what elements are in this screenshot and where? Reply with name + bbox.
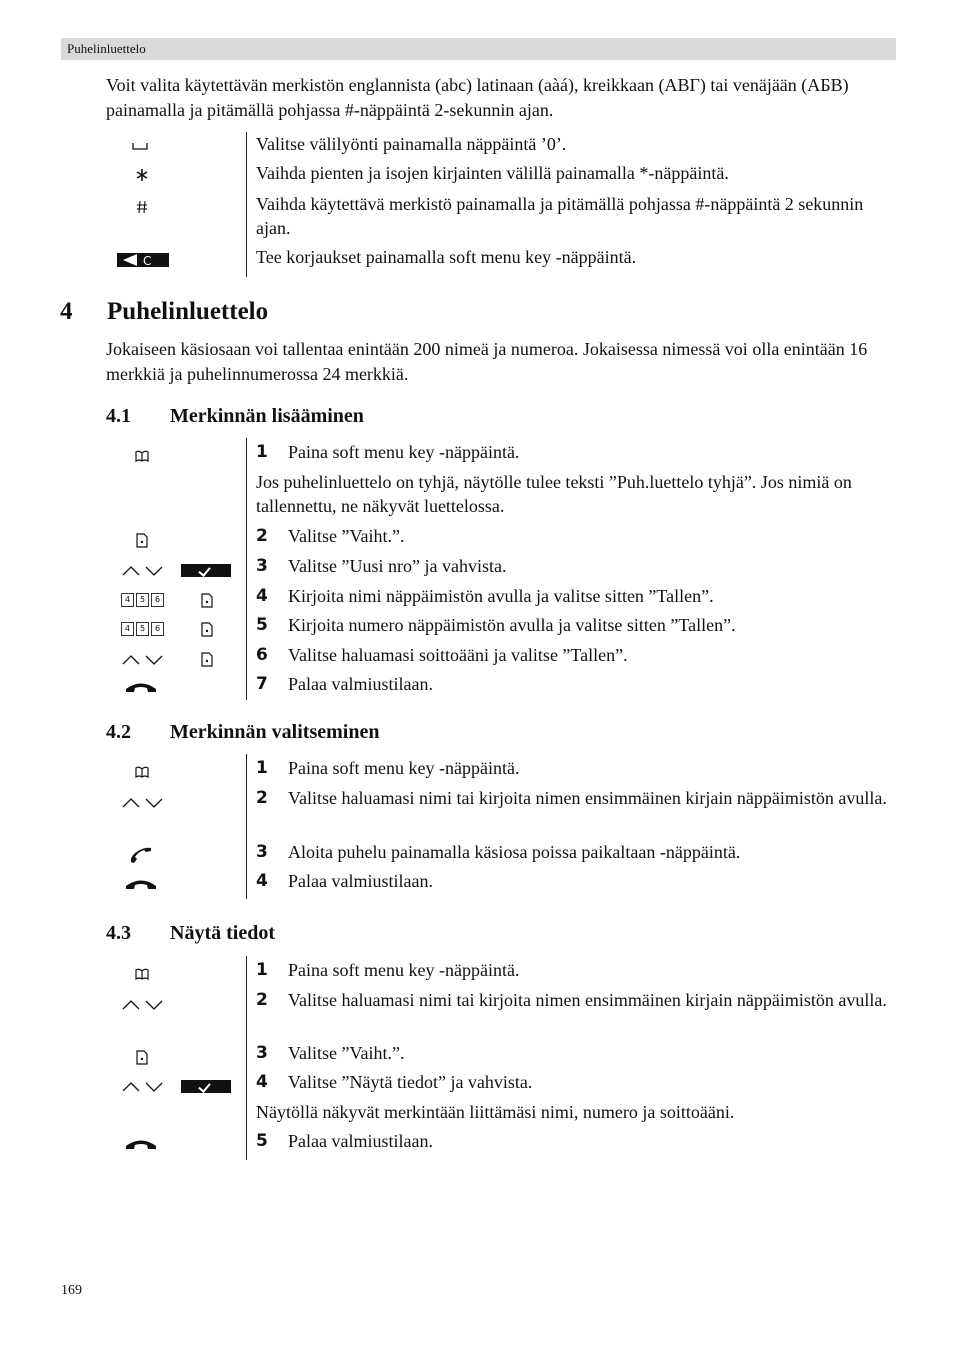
step-number: 2 xyxy=(256,990,268,1010)
steps-table xyxy=(100,956,890,1160)
step-number: 1 xyxy=(256,442,268,462)
step-number: 3 xyxy=(256,842,268,862)
page-number: 169 xyxy=(61,1283,82,1298)
step-number: 7 xyxy=(256,674,268,694)
step-number: 3 xyxy=(256,556,268,576)
step-text: Valitse ”Uusi nro” ja vahvista. xyxy=(288,556,507,576)
subsection-title: Näytä tiedot xyxy=(170,922,275,944)
running-header-title: Puhelinluettelo xyxy=(67,41,146,56)
table-row-text: Tee korjaukset painamalla soft menu key -näppäintä. xyxy=(256,247,637,267)
step-text: Valitse haluamasi nimi tai kirjoita nimen ensimmäinen kirjain näppäimistön avulla. xyxy=(288,990,887,1010)
soft-key-icon xyxy=(135,1050,149,1065)
step-number: 4 xyxy=(256,1072,268,1092)
subsection-title: Merkinnän valitseminen xyxy=(170,721,380,743)
up-down-arrows-icon xyxy=(122,796,164,808)
table-row-text: Vaihda pienten ja isojen kirjainten välillä painamalla *-näppäintä. xyxy=(256,163,729,183)
step-number: 5 xyxy=(256,1131,268,1151)
step-text: Paina soft menu key -näppäintä. xyxy=(288,758,520,778)
table-row-text: Vaihda käytettävä merkistö painamalla ja pitämällä pohjassa #-näppäintä 2 sekunnin ajan. xyxy=(256,194,864,238)
end-call-icon xyxy=(124,1137,158,1151)
end-call-icon xyxy=(124,877,158,891)
steps-table xyxy=(100,754,890,899)
phonebook-icon xyxy=(134,449,150,463)
subsection-title: Merkinnän lisääminen xyxy=(170,405,364,427)
hash-key-icon xyxy=(136,200,148,214)
subsection-number: 4.2 xyxy=(106,721,131,743)
step-number: 1 xyxy=(256,758,268,778)
column-divider xyxy=(246,754,247,899)
star-key-icon xyxy=(135,168,149,182)
up-down-arrows-icon xyxy=(122,998,164,1010)
step-note: Jos puhelinluettelo on tyhjä, näytölle tulee teksti ”Puh.luettelo tyhjä”. Jos nimiä on tallennettu, ne näkyvät luettelossa. xyxy=(256,472,852,516)
section-intro: Jokaiseen käsiosaan voi tallentaa enintään 200 nimeä ja numeroa. Jokaisessa nimessä voi olla enintään 16 merkkiä ja puhelinnumerossa 24 merkkiä. xyxy=(106,339,868,384)
soft-key-icon xyxy=(135,533,149,548)
steps-table xyxy=(100,438,890,700)
step-number: 6 xyxy=(256,645,268,665)
table-row-text: Valitse välilyönti painamalla näppäintä ’0’. xyxy=(256,134,567,154)
step-text: Valitse haluamasi soittoääni ja valitse ”Tallen”. xyxy=(288,645,628,665)
section-title: Puhelinluettelo xyxy=(107,298,269,325)
character-input-table xyxy=(100,132,890,277)
step-text: Paina soft menu key -näppäintä. xyxy=(288,960,520,980)
phonebook-icon xyxy=(134,765,150,779)
step-text: Kirjoita numero näppäimistön avulla ja valitse sitten ”Tallen”. xyxy=(288,615,736,635)
column-divider xyxy=(246,956,247,1160)
svg-text:C: C xyxy=(143,254,152,267)
step-text: Palaa valmiustilaan. xyxy=(288,1131,433,1151)
phonebook-icon xyxy=(134,967,150,981)
up-down-arrows-icon xyxy=(122,1080,164,1092)
subsection-number: 4.3 xyxy=(106,922,131,944)
clear-key-icon xyxy=(117,253,169,267)
keypad-icon: 4 5 6 xyxy=(121,622,164,636)
soft-key-icon xyxy=(200,652,214,667)
step-note: Näytöllä näkyvät merkintään liittämäsi nimi, numero ja soittoääni. xyxy=(256,1102,735,1122)
step-text: Palaa valmiustilaan. xyxy=(288,674,433,694)
up-down-arrows-icon xyxy=(122,653,164,665)
column-divider xyxy=(246,438,247,700)
running-header xyxy=(61,38,896,60)
soft-key-icon xyxy=(200,593,214,608)
step-text: Palaa valmiustilaan. xyxy=(288,871,433,891)
ok-key-icon xyxy=(181,564,231,577)
space-key-icon xyxy=(132,141,148,151)
step-text: Valitse haluamasi nimi tai kirjoita nimen ensimmäinen kirjain näppäimistön avulla. xyxy=(288,788,887,808)
subsection-number: 4.1 xyxy=(106,405,131,427)
ok-key-icon xyxy=(181,1080,231,1093)
step-text: Paina soft menu key -näppäintä. xyxy=(288,442,520,462)
step-number: 2 xyxy=(256,526,268,546)
step-number: 1 xyxy=(256,960,268,980)
step-number: 4 xyxy=(256,586,268,606)
step-text: Aloita puhelu painamalla käsiosa poissa paikaltaan -näppäintä. xyxy=(288,842,741,862)
step-text: Valitse ”Vaiht.”. xyxy=(288,526,405,546)
step-text: Valitse ”Näytä tiedot” ja vahvista. xyxy=(288,1072,533,1092)
up-down-arrows-icon xyxy=(122,564,164,576)
step-text: Valitse ”Vaiht.”. xyxy=(288,1043,405,1063)
step-number: 2 xyxy=(256,788,268,808)
call-icon xyxy=(128,846,154,864)
step-number: 5 xyxy=(256,615,268,635)
step-text: Kirjoita nimi näppäimistön avulla ja valitse sitten ”Tallen”. xyxy=(288,586,714,606)
step-number: 4 xyxy=(256,871,268,891)
soft-key-icon xyxy=(200,622,214,637)
step-number: 3 xyxy=(256,1043,268,1063)
section-number: 4 xyxy=(60,298,73,325)
intro-paragraph: Voit valita käytettävän merkistön englannista (abc) latinaan (aàá), kreikkaan (ΑΒΓ) tai venäjään (АБВ) painamalla ja pitämällä pohjassa #-näppäintä 2-sekunnin ajan. xyxy=(106,75,849,120)
keypad-icon: 4 5 6 xyxy=(121,593,164,607)
column-divider xyxy=(246,132,247,277)
end-call-icon xyxy=(124,680,158,694)
